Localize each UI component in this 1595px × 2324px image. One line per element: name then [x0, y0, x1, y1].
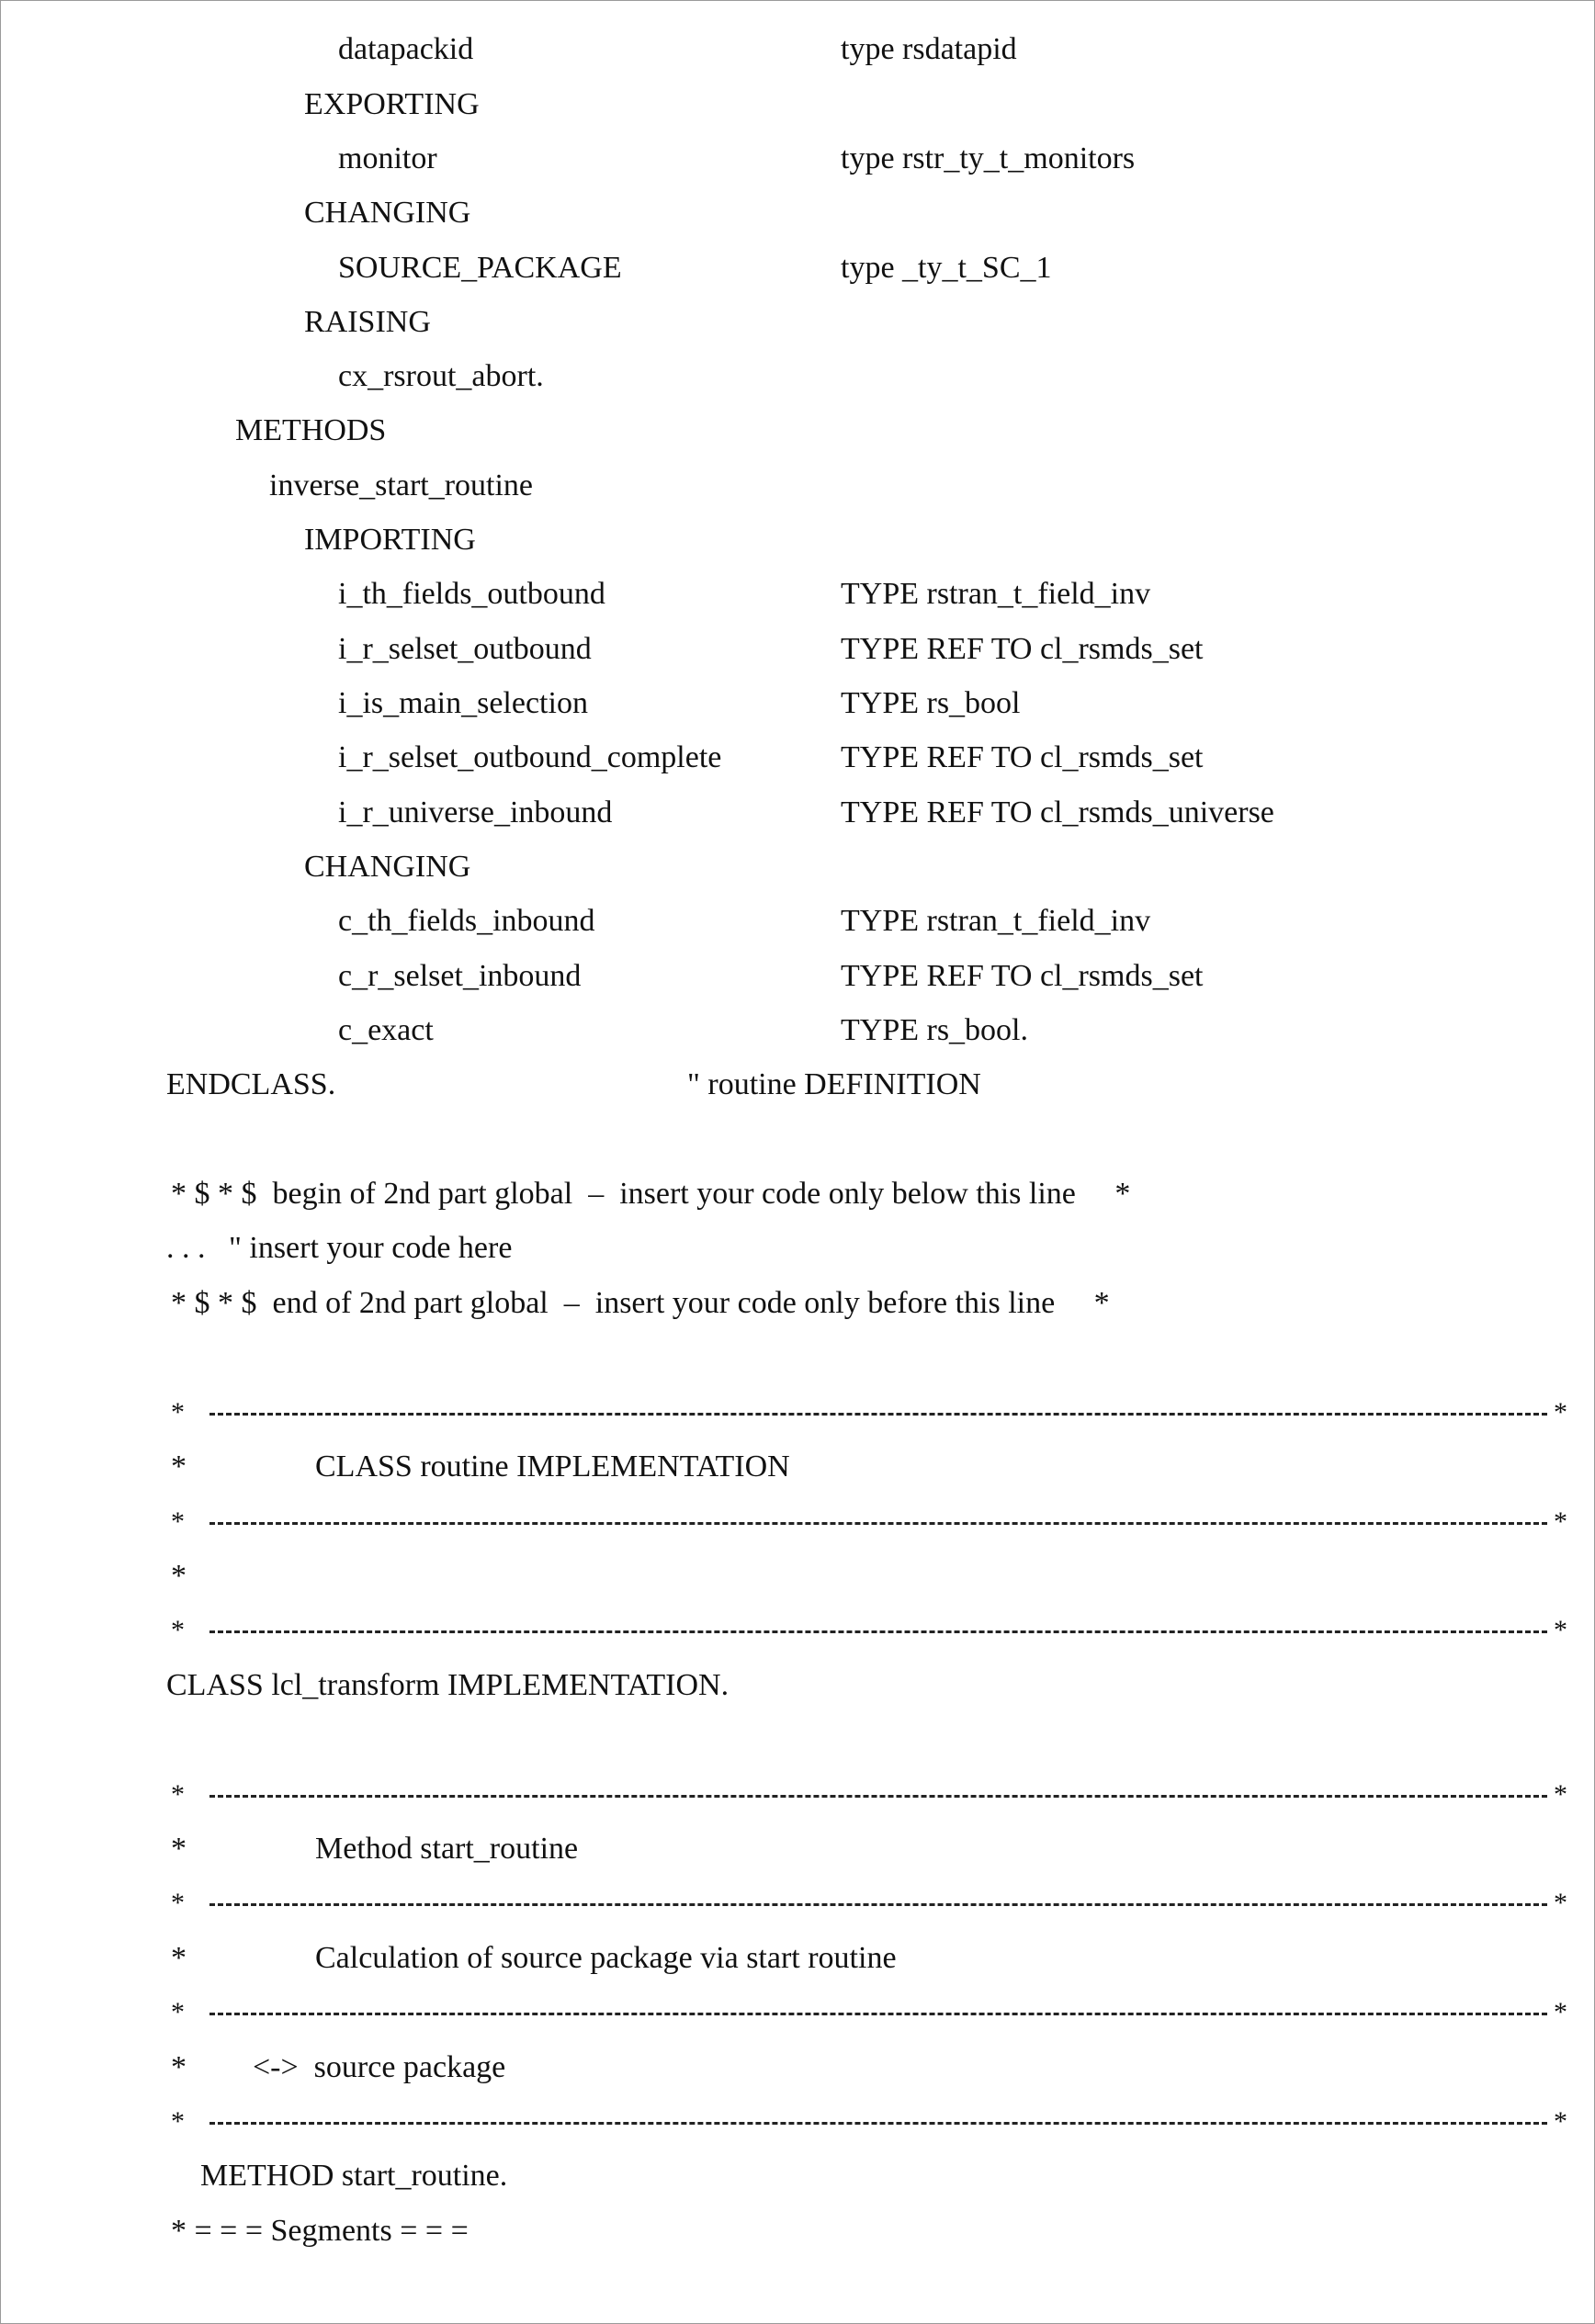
- param-name: SOURCE_PACKAGE: [338, 251, 622, 285]
- comment-divider: [171, 1879, 1567, 1927]
- comment-text: <-> source package: [253, 2050, 506, 2084]
- param-name: datapackid: [338, 32, 474, 66]
- section-heading: CLASS routine IMPLEMENTATION: [315, 1450, 790, 1484]
- comment-divider: [171, 1771, 1567, 1819]
- comment-star: *: [171, 2050, 187, 2084]
- param-name: i_r_selset_outbound_complete: [338, 740, 722, 774]
- comment-star: *: [171, 1941, 187, 1975]
- comment-star: *: [1554, 1615, 1567, 1645]
- keyword-raising: RAISING: [304, 305, 431, 339]
- comment-star: *: [171, 1506, 185, 1537]
- param-name: i_th_fields_outbound: [338, 577, 605, 611]
- param-name: c_exact: [338, 1013, 434, 1047]
- keyword-exporting: EXPORTING: [304, 87, 480, 121]
- param-type: type rstr_ty_t_monitors: [841, 141, 1136, 175]
- param-name: i_r_selset_outbound: [338, 632, 592, 666]
- method-name: inverse_start_routine: [269, 468, 534, 502]
- keyword-changing: CHANGING: [304, 850, 471, 884]
- exception-name: cx_rsrout_abort.: [338, 359, 544, 393]
- comment-line: * $ * $ end of 2nd part global – insert your code only before this line *: [171, 1286, 1110, 1320]
- keyword-importing: IMPORTING: [304, 523, 476, 557]
- comment-star: *: [1554, 1888, 1567, 1918]
- comment-line: * $ * $ begin of 2nd part global – insert your code only below this line *: [171, 1177, 1131, 1211]
- comment-line: * = = = Segments = = =: [171, 2214, 469, 2248]
- comment-divider: [171, 1498, 1567, 1546]
- param-name: i_is_main_selection: [338, 686, 588, 720]
- dash-rule: [209, 1630, 1547, 1633]
- comment-divider: [171, 1389, 1567, 1437]
- comment-star: *: [1554, 1397, 1567, 1427]
- param-type: TYPE rs_bool.: [841, 1013, 1028, 1047]
- endclass-statement: ENDCLASS.: [166, 1067, 336, 1101]
- method-statement: METHOD start_routine.: [200, 2159, 508, 2193]
- dash-rule: [209, 1522, 1547, 1525]
- dash-rule: [209, 2122, 1547, 2125]
- comment-divider: [171, 1607, 1567, 1654]
- param-type: TYPE rs_bool: [841, 686, 1021, 720]
- comment-star: *: [171, 1779, 185, 1810]
- param-name: monitor: [338, 141, 437, 175]
- keyword-changing: CHANGING: [304, 196, 471, 230]
- inline-comment: " routine DEFINITION: [687, 1067, 981, 1101]
- section-heading: Method start_routine: [315, 1832, 579, 1866]
- dash-rule: [209, 2013, 1547, 2015]
- comment-divider: [171, 2098, 1567, 2146]
- param-name: c_th_fields_inbound: [338, 904, 595, 938]
- param-type: TYPE rstran_t_field_inv: [841, 577, 1151, 611]
- comment-star: *: [171, 1397, 185, 1427]
- comment-star: *: [171, 2106, 185, 2137]
- comment-star: *: [171, 1559, 187, 1593]
- keyword-methods: METHODS: [235, 413, 387, 447]
- param-type: type rsdatapid: [841, 32, 1017, 66]
- dash-rule: [209, 1795, 1547, 1798]
- comment-star: *: [171, 1997, 185, 2027]
- comment-star: *: [171, 1615, 185, 1645]
- param-name: c_r_selset_inbound: [338, 959, 582, 993]
- comment-star: *: [1554, 1506, 1567, 1537]
- param-type: TYPE REF TO cl_rsmds_set: [841, 740, 1204, 774]
- param-type: type _ty_t_SC_1: [841, 251, 1052, 285]
- param-name: i_r_universe_inbound: [338, 795, 613, 829]
- comment-star: *: [171, 1450, 187, 1484]
- param-type: TYPE REF TO cl_rsmds_universe: [841, 795, 1274, 829]
- param-type: TYPE REF TO cl_rsmds_set: [841, 632, 1204, 666]
- dash-rule: [209, 1903, 1547, 1906]
- class-implementation-statement: CLASS lcl_transform IMPLEMENTATION.: [166, 1668, 730, 1702]
- comment-star: *: [171, 1832, 187, 1866]
- comment-text: Calculation of source package via start routine: [315, 1941, 897, 1975]
- comment-star: *: [1554, 1779, 1567, 1810]
- comment-star: *: [171, 1888, 185, 1918]
- comment-line: . . . " insert your code here: [166, 1231, 513, 1265]
- param-type: TYPE rstran_t_field_inv: [841, 904, 1151, 938]
- param-type: TYPE REF TO cl_rsmds_set: [841, 959, 1204, 993]
- comment-star: *: [1554, 2106, 1567, 2137]
- comment-divider: [171, 1989, 1567, 2036]
- comment-star: *: [1554, 1997, 1567, 2027]
- dash-rule: [209, 1413, 1547, 1416]
